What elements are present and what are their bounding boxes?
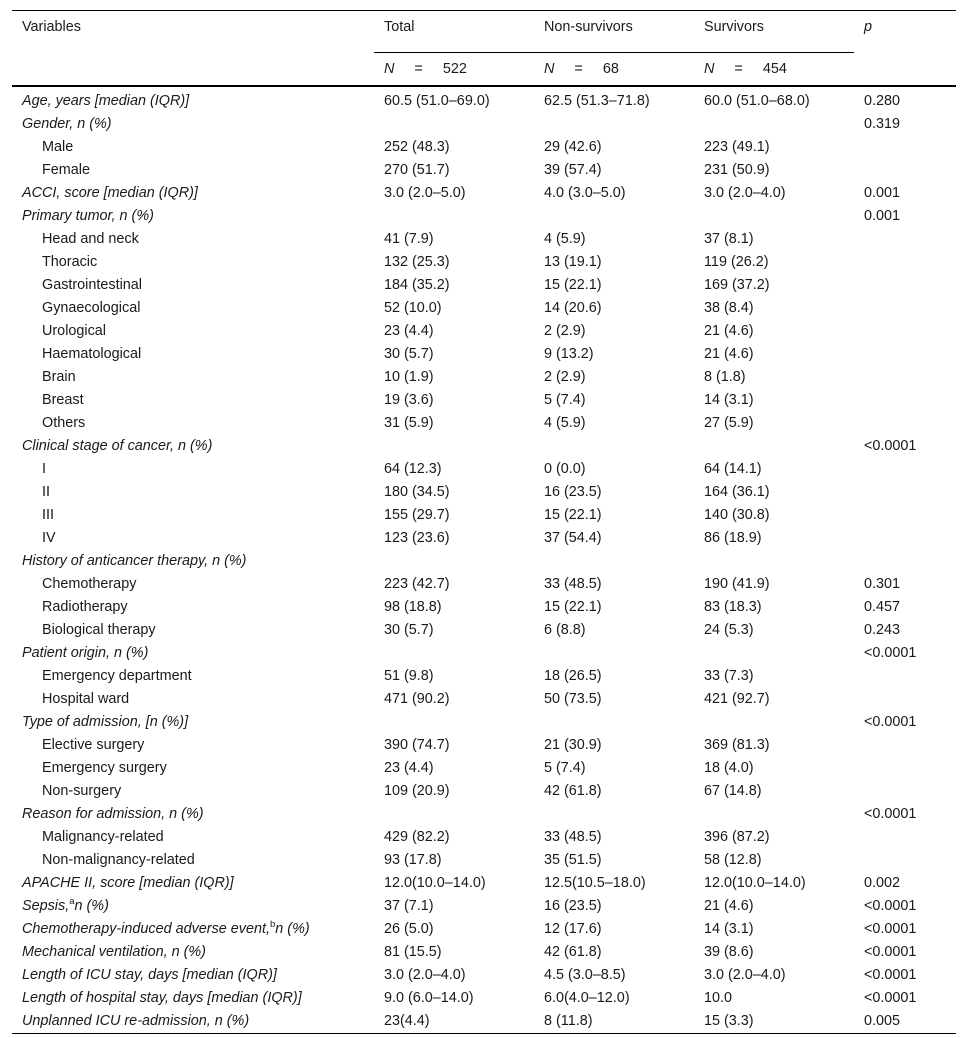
row-label: Brain [42,368,76,385]
header-total-n [374,53,534,87]
row-label: Clinical stage of cancer, n (%) [22,437,213,454]
cell-survivors: 169 (37.2) [704,276,770,293]
table-row [12,894,956,917]
table-row [12,319,956,342]
cell-total: 123 (23.6) [384,529,450,546]
table-row [12,825,956,848]
row-label: Female [42,161,90,178]
cell-non-survivors [534,204,694,227]
patient-characteristics-table [12,10,956,1034]
cell-total: 19 (3.6) [384,391,434,408]
row-label: Length of ICU stay, days [median (IQR)] [22,966,277,983]
table-row [12,618,956,641]
cell-total: 12.0(10.0–14.0) [384,874,486,891]
row-label: APACHE II, score [median (IQR)] [22,874,234,891]
cell-p-value [854,503,956,526]
equals-sign: = [734,61,743,77]
cell-total [374,641,534,664]
row-label: ACCI, score [median (IQR)] [22,184,198,201]
header-non-survivors-n [534,53,694,87]
cell-p-value [854,273,956,296]
cell-p-value [854,135,956,158]
cell-total: 184 (35.2) [384,276,450,293]
row-label: Malignancy-related [42,828,164,845]
table-row [12,917,956,940]
cell-non-survivors: 16 (23.5) [544,483,602,500]
cell-survivors: 37 (8.1) [704,230,754,247]
cell-survivors: 86 (18.9) [704,529,762,546]
row-label: II [42,483,50,500]
table-row [12,848,956,871]
cell-non-survivors: 33 (48.5) [544,575,602,592]
table-row [12,963,956,986]
cell-total: 60.5 (51.0–69.0) [384,92,490,109]
row-label: Chemotherapy-induced adverse event,$^b$n (%) [22,918,310,937]
header-p-value: p [864,19,873,35]
footnote-marker: b [270,918,276,930]
cell-p-value [854,296,956,319]
row-label: Haematological [42,345,142,362]
cell-total: 429 (82.2) [384,828,450,845]
cell-survivors [694,112,854,135]
cell-total: 26 (5.0) [384,920,434,937]
cell-non-survivors: 5 (7.4) [544,759,586,776]
cell-p-value [854,388,956,411]
cell-non-survivors: 2 (2.9) [544,368,586,385]
table-row [12,595,956,618]
cell-total: 37 (7.1) [384,897,434,914]
header-variables: Variables [22,19,81,35]
header-survivors-n [694,53,854,87]
row-label: Mechanical ventilation, n (%) [22,943,206,960]
cell-p-value: <0.0001 [864,805,917,822]
row-label: Length of hospital stay, days [median (IQR)] [22,989,302,1006]
table-row [12,572,956,595]
table-row [12,181,956,204]
cell-p-value [854,250,956,273]
cell-p-value [854,342,956,365]
cell-survivors: 38 (8.4) [704,299,754,316]
cell-non-survivors: 12 (17.6) [544,920,602,937]
cell-survivors [694,434,854,457]
header-total: Total [374,11,534,53]
cell-p-value [854,664,956,687]
cell-non-survivors: 39 (57.4) [544,161,602,178]
cell-non-survivors: 13 (19.1) [544,253,602,270]
row-label: Radiotherapy [42,598,128,615]
row-label: Type of admission, [n (%)] [22,713,189,730]
non-survivors-n-value: 68 [602,61,619,77]
cell-non-survivors [534,549,694,572]
cell-total: 270 (51.7) [384,161,450,178]
cell-p-value: 0.457 [864,598,901,615]
cell-survivors: 27 (5.9) [704,414,754,431]
cell-p-value: 0.002 [864,874,901,891]
cell-survivors: 21 (4.6) [704,322,754,339]
cell-survivors: 223 (49.1) [704,138,770,155]
cell-total [374,802,534,825]
row-label: IV [42,529,56,546]
cell-p-value: 0.001 [864,207,901,224]
row-label: Breast [42,391,84,408]
cell-survivors: 3.0 (2.0–4.0) [704,966,786,983]
table-header [12,11,956,87]
row-label: Emergency department [42,667,192,684]
cell-non-survivors: 18 (26.5) [544,667,602,684]
cell-total: 23 (4.4) [384,322,434,339]
cell-total: 30 (5.7) [384,621,434,638]
table-row [12,710,956,733]
cell-non-survivors: 15 (22.1) [544,276,602,293]
cell-survivors: 140 (30.8) [704,506,770,523]
cell-non-survivors: 15 (22.1) [544,506,602,523]
table-row [12,135,956,158]
table-row [12,549,956,572]
cell-total: 23(4.4) [374,1009,534,1034]
table-row [12,86,956,112]
cell-non-survivors: 15 (22.1) [544,598,602,615]
row-label: Sepsis,$^a$n (%) [22,895,109,914]
table-row [12,802,956,825]
table-row [12,112,956,135]
table-row [12,227,956,250]
n-symbol: N [704,61,715,77]
survivors-n-value: 454 [762,61,787,77]
table-row [12,434,956,457]
cell-total: 31 (5.9) [384,414,434,431]
cell-total: 10 (1.9) [384,368,434,385]
cell-p-value: <0.0001 [864,437,917,454]
cell-total: 41 (7.9) [384,230,434,247]
cell-non-survivors: 2 (2.9) [544,322,586,339]
cell-non-survivors: 8 (11.8) [534,1009,694,1034]
cell-p-value [854,526,956,549]
cell-total: 93 (17.8) [384,851,442,868]
cell-total: 51 (9.8) [384,667,434,684]
cell-non-survivors [534,802,694,825]
row-label: Emergency surgery [42,759,167,776]
row-label: Non-surgery [42,782,122,799]
cell-survivors: 231 (50.9) [704,161,770,178]
cell-survivors: 8 (1.8) [704,368,746,385]
cell-p-value [854,549,956,572]
cell-total [374,434,534,457]
cell-survivors: 119 (26.2) [704,253,769,270]
row-label: Patient origin, n (%) [22,644,149,661]
cell-p-value: <0.0001 [864,966,917,983]
cell-non-survivors: 33 (48.5) [544,828,602,845]
table-row [12,250,956,273]
cell-total: 3.0 (2.0–5.0) [384,184,466,201]
cell-p-value: <0.0001 [864,897,917,914]
cell-non-survivors: 29 (42.6) [544,138,602,155]
cell-survivors [694,710,854,733]
cell-non-survivors: 62.5 (51.3–71.8) [544,92,650,109]
row-label: Gastrointestinal [42,276,142,293]
cell-total [374,549,534,572]
cell-p-value: 0.319 [864,115,901,132]
table-container [12,10,956,1034]
cell-survivors: 33 (7.3) [704,667,754,684]
table-row [12,986,956,1009]
cell-survivors: 67 (14.8) [704,782,762,799]
table-row [12,940,956,963]
cell-non-survivors: 42 (61.8) [544,943,602,960]
cell-survivors: 164 (36.1) [704,483,770,500]
cell-p-value [854,825,956,848]
cell-p-value: <0.0001 [864,989,917,1006]
table-row [12,388,956,411]
cell-survivors [694,549,854,572]
cell-p-value [854,756,956,779]
row-label: III [42,506,54,523]
row-label: Others [42,414,86,431]
table-row [12,342,956,365]
cell-survivors: 14 (3.1) [704,920,754,937]
cell-survivors: 396 (87.2) [704,828,770,845]
cell-p-value: 0.280 [864,92,901,109]
row-label: Gynaecological [42,299,141,316]
cell-p-value [854,365,956,388]
table-row [12,457,956,480]
cell-survivors: 58 (12.8) [704,851,762,868]
header-survivors: Survivors [694,11,854,53]
cell-survivors [694,204,854,227]
cell-p-value: 0.001 [864,184,901,201]
table-row [12,158,956,181]
cell-non-survivors: 6.0(4.0–12.0) [544,989,630,1006]
table-row [12,273,956,296]
cell-survivors: 14 (3.1) [704,391,754,408]
row-label: I [42,460,46,477]
row-label: Biological therapy [42,621,156,638]
row-label: Reason for admission, n (%) [22,805,204,822]
cell-survivors: 15 (3.3) [694,1009,854,1034]
cell-total: 52 (10.0) [384,299,442,316]
cell-survivors: 21 (4.6) [704,345,754,362]
cell-total: 252 (48.3) [384,138,450,155]
row-label: Thoracic [42,253,98,270]
cell-p-value [854,319,956,342]
n-symbol: N [384,61,395,77]
cell-total: 223 (42.7) [384,575,450,592]
cell-p-value: 0.243 [864,621,901,638]
cell-total [374,112,534,135]
cell-survivors: 83 (18.3) [704,598,762,615]
cell-non-survivors [534,112,694,135]
cell-p-value: 0.301 [864,575,901,592]
cell-total: 390 (74.7) [384,736,450,753]
cell-non-survivors [534,641,694,664]
row-label: Chemotherapy [42,575,137,592]
n-symbol: N [544,61,555,77]
table-row [12,756,956,779]
cell-survivors: 21 (4.6) [704,897,754,914]
table-row [12,871,956,894]
cell-total: 109 (20.9) [384,782,450,799]
cell-p-value: <0.0001 [864,644,917,661]
table-row [12,1009,956,1034]
row-label: Non-malignancy-related [42,851,195,868]
row-label: History of anticancer therapy, n (%) [22,552,247,569]
cell-survivors: 24 (5.3) [704,621,754,638]
cell-p-value [854,457,956,480]
cell-p-value [854,733,956,756]
cell-p-value: <0.0001 [864,920,917,937]
cell-total: 155 (29.7) [384,506,450,523]
cell-p-value [854,411,956,434]
cell-p-value: 0.005 [854,1009,956,1034]
table-row [12,503,956,526]
cell-non-survivors: 14 (20.6) [544,299,602,316]
cell-survivors: 64 (14.1) [704,460,762,477]
cell-non-survivors: 5 (7.4) [544,391,586,408]
table-row [12,733,956,756]
table-row [12,687,956,710]
cell-survivors: 12.0(10.0–14.0) [704,874,806,891]
row-label: Elective surgery [42,736,145,753]
table-row [12,480,956,503]
cell-p-value [854,687,956,710]
cell-total: 471 (90.2) [384,690,450,707]
cell-non-survivors: 42 (61.8) [544,782,602,799]
cell-total: 98 (18.8) [384,598,442,615]
cell-survivors: 421 (92.7) [704,690,770,707]
cell-non-survivors: 4 (5.9) [544,414,586,431]
cell-survivors: 369 (81.3) [704,736,770,753]
cell-non-survivors: 35 (51.5) [544,851,602,868]
cell-survivors: 18 (4.0) [704,759,754,776]
row-label: Male [42,138,74,155]
cell-non-survivors: 4 (5.9) [544,230,586,247]
cell-non-survivors: 21 (30.9) [544,736,602,753]
table-row [12,411,956,434]
cell-non-survivors: 9 (13.2) [544,345,594,362]
cell-survivors: 60.0 (51.0–68.0) [704,92,810,109]
cell-p-value: <0.0001 [864,713,917,730]
cell-p-value [854,848,956,871]
cell-total: 132 (25.3) [384,253,450,270]
cell-non-survivors: 37 (54.4) [544,529,602,546]
cell-non-survivors: 0 (0.0) [544,460,586,477]
table-row [12,365,956,388]
table-body [12,86,956,1034]
row-label: Unplanned ICU re-admission, n (%) [12,1009,374,1034]
cell-survivors: 3.0 (2.0–4.0) [704,184,786,201]
table-row [12,296,956,319]
cell-non-survivors: 4.5 (3.0–8.5) [544,966,626,983]
cell-p-value [854,480,956,503]
cell-total: 30 (5.7) [384,345,434,362]
row-label: Gender, n (%) [22,115,112,132]
row-label: Primary tumor, n (%) [22,207,154,224]
cell-non-survivors: 12.5(10.5–18.0) [544,874,646,891]
cell-total: 9.0 (6.0–14.0) [384,989,474,1006]
row-label: Head and neck [42,230,139,247]
cell-non-survivors: 50 (73.5) [544,690,602,707]
footnote-marker: a [69,895,75,907]
cell-total: 23 (4.4) [384,759,434,776]
cell-p-value: <0.0001 [864,943,917,960]
cell-total: 3.0 (2.0–4.0) [384,966,466,983]
cell-total: 64 (12.3) [384,460,442,477]
cell-non-survivors [534,710,694,733]
table-row [12,526,956,549]
cell-non-survivors: 4.0 (3.0–5.0) [544,184,626,201]
cell-total [374,710,534,733]
cell-survivors [694,802,854,825]
cell-survivors: 10.0 [704,989,733,1006]
table-row [12,779,956,802]
equals-sign: = [574,61,583,77]
cell-survivors: 190 (41.9) [704,575,770,592]
row-label: Age, years [median (IQR)] [22,92,190,109]
cell-total: 81 (15.5) [384,943,442,960]
row-label: Urological [42,322,106,339]
cell-non-survivors: 6 (8.8) [544,621,586,638]
equals-sign: = [414,61,423,77]
cell-p-value [854,158,956,181]
cell-total [374,204,534,227]
total-n-value: 522 [442,61,467,77]
table-row [12,641,956,664]
table-row [12,204,956,227]
cell-total: 180 (34.5) [384,483,450,500]
cell-non-survivors: 16 (23.5) [544,897,602,914]
cell-p-value [854,227,956,250]
header-non-survivors: Non-survivors [534,11,694,53]
cell-non-survivors [534,434,694,457]
cell-p-value [854,779,956,802]
table-row [12,664,956,687]
cell-survivors: 39 (8.6) [704,943,754,960]
cell-survivors [694,641,854,664]
row-label: Hospital ward [42,690,130,707]
